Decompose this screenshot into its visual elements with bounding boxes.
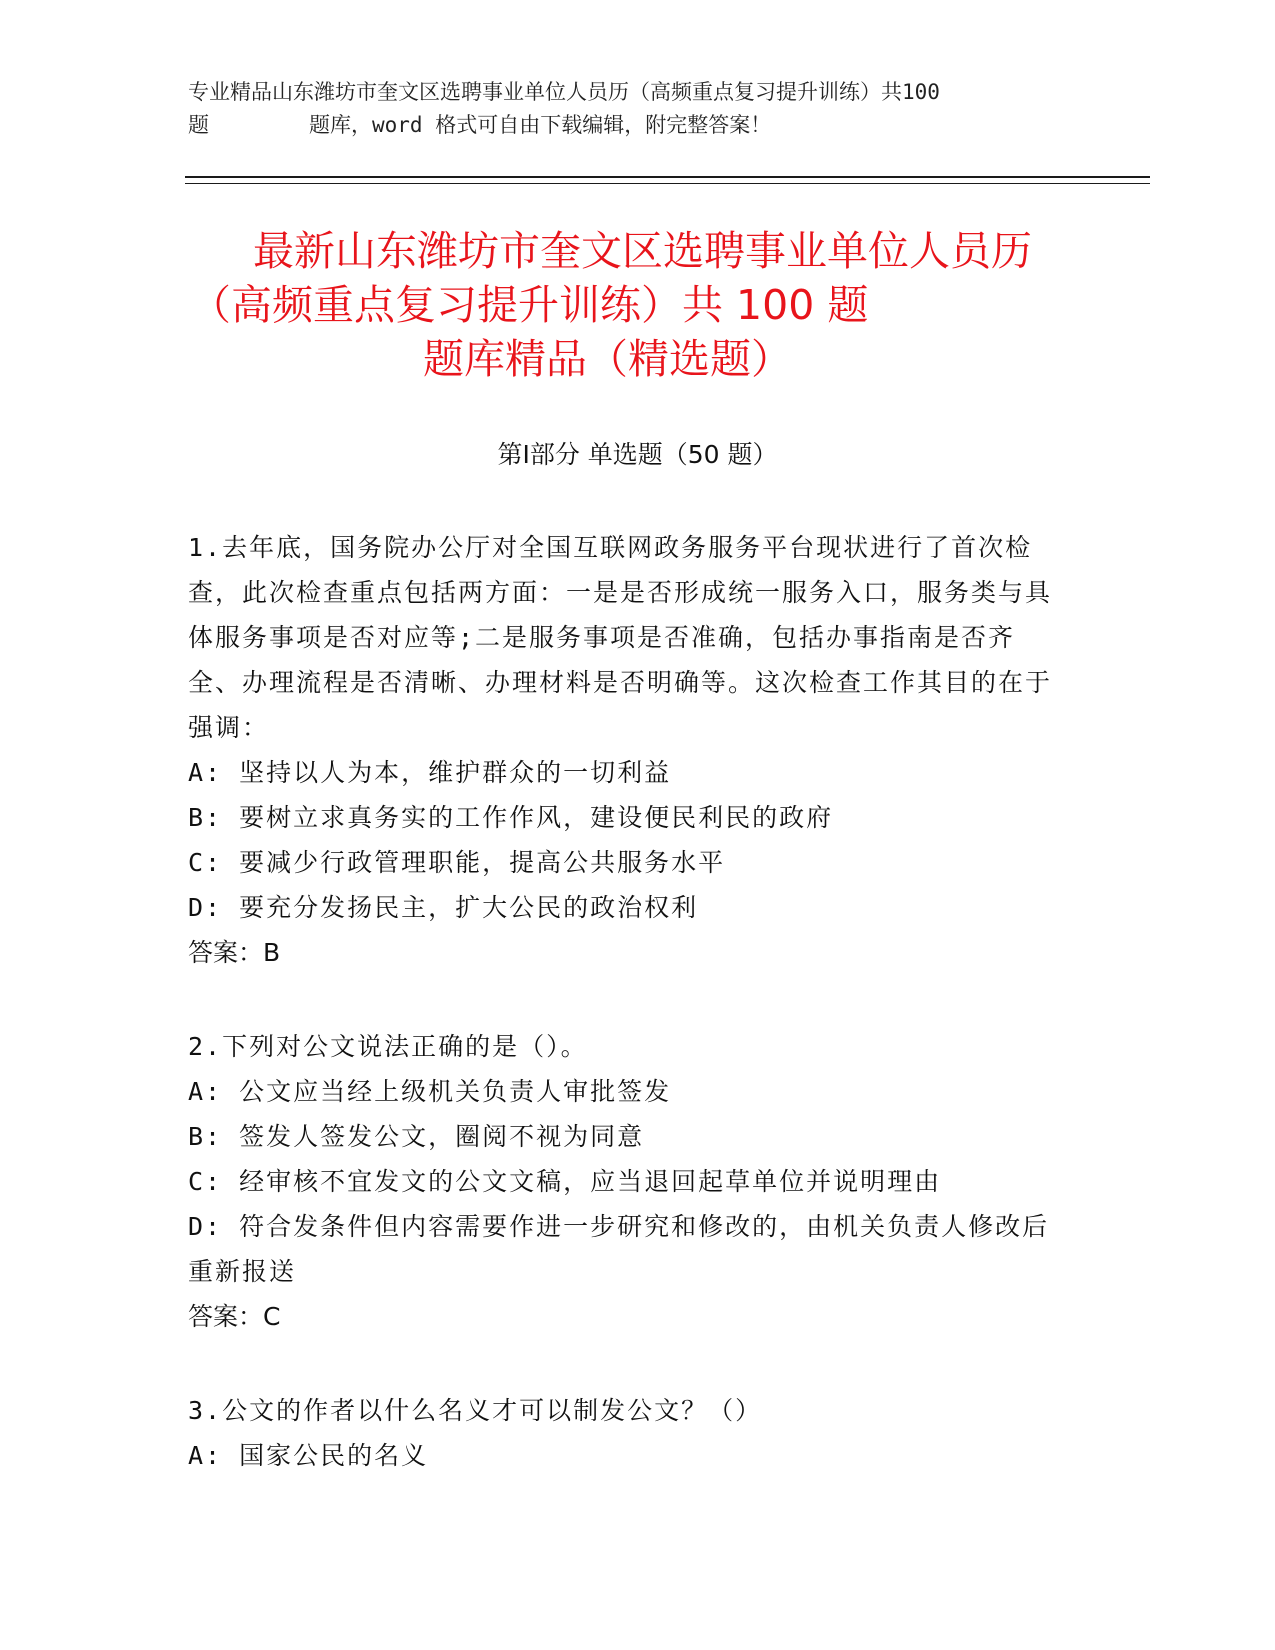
option-b: B: 签发人签发公文，圈阅不视为同意 bbox=[188, 1122, 645, 1151]
question-text: 1.去年底，国务院办公厅对全国互联网政务服务平台现状进行了首次检查，此次检查重点包括两方面：一是是否形成统一服务入口，服务类与具体服务事项是否对应等;二是服务事项是否准确，包括办事指南是否齐全、办理流程是否清晰、办理材料是否明确等。这次检查工作其目的在于强调： bbox=[188, 533, 1053, 742]
section-heading: 第Ⅰ部分 单选题（50 题） bbox=[497, 440, 778, 469]
header-note-line-2-left: 题 bbox=[188, 113, 209, 137]
option-a: A: 国家公民的名义 bbox=[188, 1441, 429, 1470]
header-note-line-2-right: 题库，word 格式可自由下载编辑，附完整答案！ bbox=[309, 113, 772, 137]
title-line-1: 最新山东潍坊市奎文区选聘事业单位人员历 bbox=[253, 227, 1032, 275]
question-text: 2.下列对公文说法正确的是（）。 bbox=[188, 1032, 588, 1061]
answer: 答案：B bbox=[188, 938, 281, 967]
option-a: A: 公文应当经上级机关负责人审批签发 bbox=[188, 1077, 672, 1106]
header-rule-thick bbox=[185, 176, 1150, 178]
option-a: A: 坚持以人为本，维护群众的一切利益 bbox=[188, 758, 672, 787]
title-line-3: 题库精品（精选题） bbox=[423, 335, 792, 383]
option-c: C: 经审核不宜发文的公文文稿，应当退回起草单位并说明理由 bbox=[188, 1167, 942, 1196]
question-3 bbox=[188, 1388, 1068, 1478]
question-text: 3.公文的作者以什么名义才可以制发公文？（） bbox=[188, 1396, 763, 1425]
document-title bbox=[150, 224, 1125, 386]
header-rule-thin bbox=[185, 183, 1150, 184]
question-1 bbox=[188, 525, 1068, 976]
answer: 答案：C bbox=[188, 1302, 281, 1331]
header-note-line-2 bbox=[188, 109, 1088, 142]
question-2 bbox=[188, 1024, 1068, 1340]
header-note-line-1: 专业精品山东潍坊市奎文区选聘事业单位人员历（高频重点复习提升训练）共100 bbox=[188, 80, 940, 104]
option-d: D: 符合发条件但内容需要作进一步研究和修改的，由机关负责人修改后重新报送 bbox=[188, 1212, 1050, 1286]
option-c: C: 要减少行政管理职能，提高公共服务水平 bbox=[188, 848, 726, 877]
option-b: B: 要树立求真务实的工作作风，建设便民利民的政府 bbox=[188, 803, 834, 832]
document-header-note bbox=[188, 76, 1088, 142]
question-list bbox=[188, 525, 1068, 1526]
title-line-2: （高频重点复习提升训练）共 100 题 bbox=[190, 281, 869, 329]
option-d: D: 要充分发扬民主，扩大公民的政治权利 bbox=[188, 893, 699, 922]
